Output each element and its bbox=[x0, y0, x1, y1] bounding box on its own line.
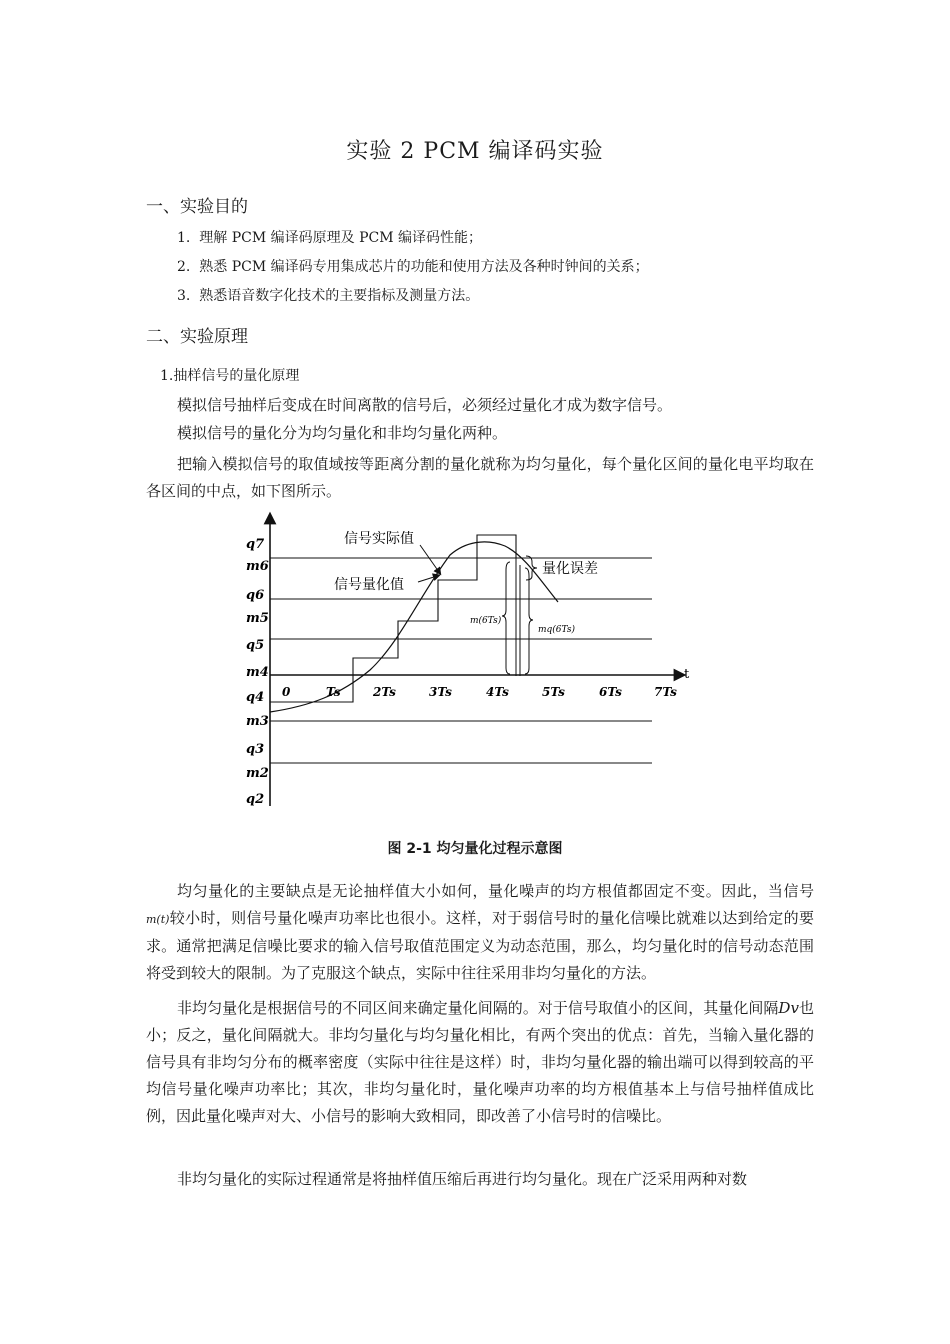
list-item-number: 2. bbox=[177, 259, 191, 275]
paragraph: 模拟信号抽样后变成在时间离散的信号后，必须经过量化才成为数字信号。 bbox=[177, 396, 673, 414]
y-label: q7 bbox=[246, 537, 265, 552]
y-label: q3 bbox=[246, 742, 265, 757]
list-item-number: 1. bbox=[177, 230, 191, 246]
y-label: q5 bbox=[246, 638, 265, 653]
x-label: 6Ts bbox=[599, 685, 622, 699]
list-item bbox=[177, 256, 649, 276]
paragraph: 模拟信号的量化分为均匀量化和非均匀量化两种。 bbox=[177, 424, 508, 442]
x-label: 0 bbox=[282, 685, 291, 699]
x-label: 4Ts bbox=[486, 685, 509, 699]
paragraph: 非均匀量化的实际过程通常是将抽样值压缩后再进行均匀量化。现在广泛采用两种对数 bbox=[177, 1170, 748, 1188]
m6ts-label: m(6Ts) bbox=[470, 616, 502, 626]
y-label: m5 bbox=[246, 611, 269, 626]
delta-v-symbol: Dv bbox=[778, 999, 799, 1017]
quantization-levels bbox=[270, 558, 652, 763]
list-item-text: 熟悉语音数字化技术的主要指标及测量方法。 bbox=[199, 288, 480, 304]
paragraph: 把输入模拟信号的取值域按等距离分割的量化就称为均匀量化，每个量化区间的量化电平均取在各区间的中点，如下图所示。 bbox=[146, 455, 814, 500]
quantized-value-label: 信号量化值 bbox=[334, 577, 404, 593]
page-title: 实验 2 PCM 编译码实验 bbox=[346, 139, 604, 164]
m6ts-brace bbox=[502, 562, 510, 674]
list-item-number: 3. bbox=[177, 288, 191, 304]
mq6ts-brace bbox=[525, 568, 533, 674]
y-label: m3 bbox=[246, 714, 269, 729]
paragraph-text: 非均匀量化是根据信号的不同区间来确定量化间隔的。对于信号取值小的区间，其量化间隔 bbox=[177, 999, 779, 1017]
y-label: q4 bbox=[246, 690, 265, 705]
list-item bbox=[177, 227, 482, 247]
quantization-figure bbox=[240, 510, 710, 815]
y-label: q2 bbox=[246, 792, 265, 807]
list-item-text: 熟悉 PCM 编译码专用集成芯片的功能和使用方法及各种时钟间的关系； bbox=[199, 259, 649, 275]
paragraph-text: 也小；反之，量化间隔就大。非均匀量化与均匀量化相比，有两个突出的优点：首先，当输入量化器的信号具有非均匀分布的概率密度（实际中往往是这样）时，非均匀量化器的输出端可以得到较高的平均信号量化噪声功率比；其次，非均匀量化时，量化噪声功率的均方根值基本上与信号抽样值成比例，因此量化噪声对大、小信号的影响大致相同，即改善了小信号时的信噪比。 bbox=[146, 999, 814, 1125]
list-item-text: 理解 PCM 编译码原理及 PCM 编译码性能； bbox=[199, 230, 482, 246]
section-heading-principle: 二、实验原理 bbox=[146, 327, 248, 347]
y-label: m6 bbox=[246, 559, 269, 574]
x-label: 7Ts bbox=[654, 685, 677, 699]
y-label: q6 bbox=[246, 588, 265, 603]
paragraph-text: 较小时，则信号量化噪声功率比也很小。这样，对于弱信号时的量化信噪比就难以达到给定的要求。通常把满足信噪比要求的输入信号取值范围定义为动态范围，那么，均匀量化时的信号动态范围将受到较大的限制。为了克服这个缺点，实际中往往采用非均匀量化的方法。 bbox=[146, 909, 814, 982]
x-label: 2Ts bbox=[373, 685, 396, 699]
y-label: m2 bbox=[246, 766, 269, 781]
y-label: m4 bbox=[246, 665, 269, 680]
x-label: 5Ts bbox=[542, 685, 565, 699]
list-item bbox=[177, 285, 479, 305]
paragraph bbox=[146, 995, 814, 1130]
mq6ts-label: mq(6Ts) bbox=[538, 625, 576, 635]
paragraph bbox=[146, 878, 814, 987]
t-axis-label: t bbox=[684, 667, 690, 682]
x-label: Ts bbox=[326, 685, 341, 699]
actual-value-label: 信号实际值 bbox=[344, 531, 414, 547]
section-heading-purpose: 一、实验目的 bbox=[146, 197, 248, 217]
actual-signal-curve bbox=[270, 542, 558, 712]
subsection-heading: 1.抽样信号的量化原理 bbox=[160, 368, 300, 384]
x-label: 3Ts bbox=[429, 685, 452, 699]
quantization-error-label: 量化误差 bbox=[542, 561, 598, 577]
figure-caption: 图 2-1 均匀量化过程示意图 bbox=[387, 841, 563, 857]
signal-symbol: m(t) bbox=[146, 913, 170, 926]
paragraph-text: 均匀量化的主要缺点是无论抽样值大小如何，量化噪声的均方根值都固定不变。因此，当信号 bbox=[177, 882, 814, 900]
